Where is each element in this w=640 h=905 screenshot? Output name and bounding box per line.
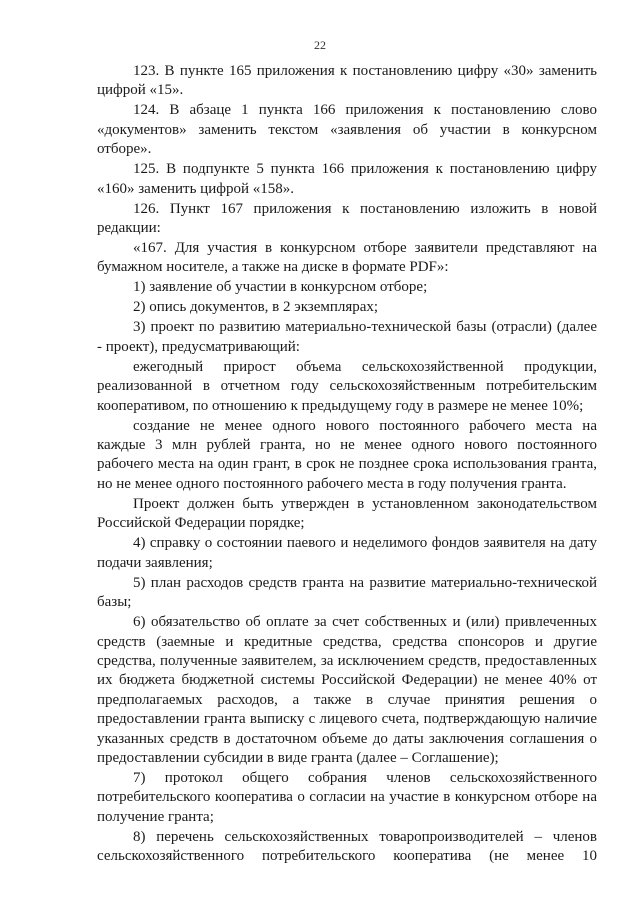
paragraph: 123. В пункте 165 приложения к постановлению цифру «30» заменить цифрой «15».	[97, 63, 597, 99]
list-item: 7) протокол общего собрания членов сельскохозяйственного потребительского кооператива о согласии на участие в конкурсном отборе на получение гранта;	[97, 769, 597, 825]
paragraph: 126. Пункт 167 приложения к постановлению изложить в новой редакции:	[97, 200, 597, 237]
paragraph: создание не менее одного нового постоянного рабочего места на каждые 3 млн рублей гранта, но не менее одного нового постоянного рабочего места на один грант, в срок не позднее срока использования гранта, но не менее одного постоянного рабочего места в году получения гранта.	[97, 417, 597, 492]
list-item: 2) опись документов, в 2 экземплярах;	[133, 299, 379, 316]
list-item: 4) справку о состоянии паевого и неделимого фондов заявителя на дату подачи заявления;	[97, 535, 597, 571]
list-item: 3) проект по развитию материально-технической базы (отрасли) (далее - проект), предусматривающий:	[97, 319, 597, 355]
list-item: 5) план расходов средств гранта на развитие материально-технической базы;	[97, 574, 597, 611]
paragraph: Проект должен быть утвержден в установленном законодательством Российской Федерации порядке;	[97, 495, 597, 532]
list-item: 1) заявление об участии в конкурсном отборе;	[133, 279, 428, 296]
paragraph: ежегодный прирост объема сельскохозяйственной продукции, реализованной в отчетном году сельскохозяйственным потребительским кооперативом, по отношению к предыдущему году в размере не менее 10%;	[97, 358, 597, 414]
list-item: 8) перечень сельскохозяйственных товаропроизводителей – членов сельскохозяйственного потребительского кооператива (не менее 10	[97, 828, 597, 865]
paragraph: «167. Для участия в конкурсном отборе заявители представляют на бумажном носителе, а также на диске в формате PDF»:	[97, 240, 597, 276]
paragraph: 125. В подпункте 5 пункта 166 приложения к постановлению цифру «160» заменить цифрой «158».	[97, 161, 597, 197]
list-item: 6) обязательство об оплате за счет собственных и (или) привлеченных средств (заемные и кредитные средства, средства спонсоров и другие средства, полученные заявителем, за исключением средств, предоставленных их бюджета бюджетной системы Российской Федерации) не менее 40% от предполагаемых расходов, а также в случае принятия решения о предоставлении гранта выписку с лицевого счета, подтверждающую наличие указанных средств в достаточном объеме до даты заключения соглашения о предоставлении субсидии в виде гранта (далее – Соглашение);	[97, 614, 597, 766]
page-number: 22	[314, 38, 326, 52]
paragraph: 124. В абзаце 1 пункта 166 приложения к постановлению слово «документов» заменить текстом «заявления об участии в конкурсном отборе».	[97, 102, 597, 158]
document-body	[97, 62, 597, 867]
